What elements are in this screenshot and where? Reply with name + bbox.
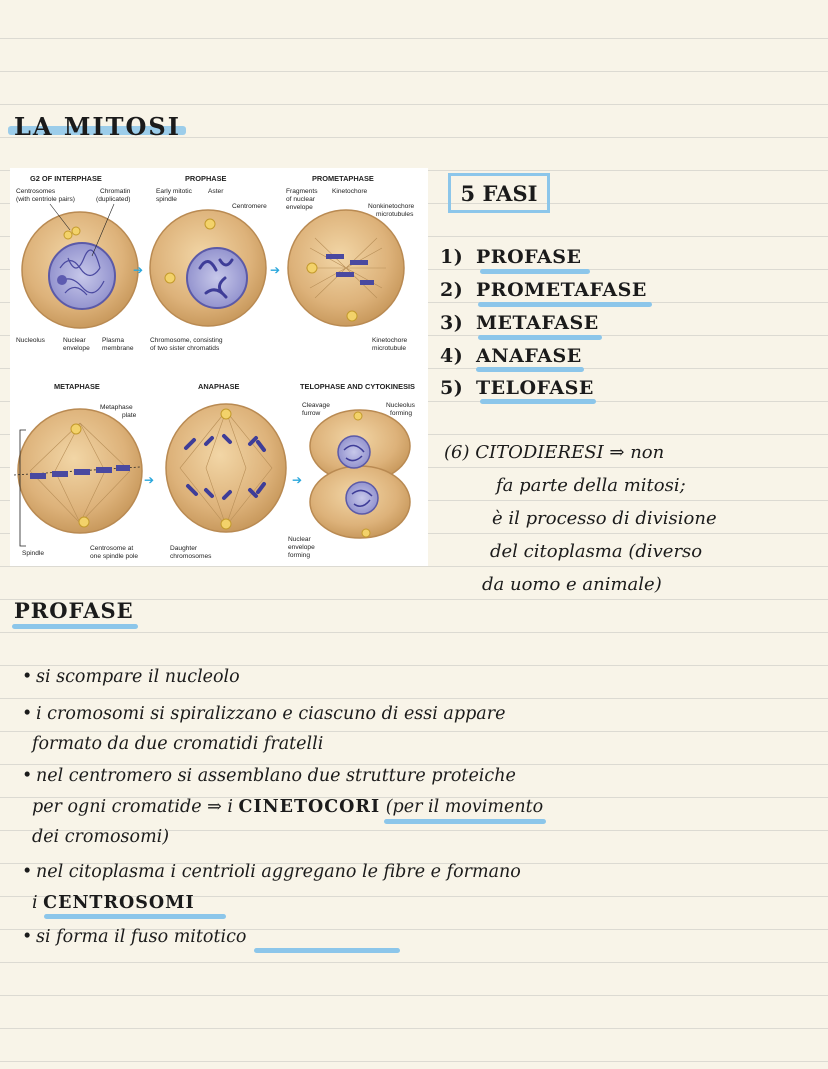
label-nuclear-envelope: Nuclear [63, 337, 86, 344]
fasi-box: 5 FASI [448, 173, 550, 213]
phase-num: 4) [440, 345, 464, 367]
note-3: • nel centromero si assemblano due strutture proteiche [22, 766, 516, 786]
keyword-cinetocori: CINETOCORI [238, 797, 381, 817]
label-chromatin-2: (duplicated) [96, 196, 131, 203]
note-3-cont [32, 797, 543, 817]
underline-highlight [480, 269, 590, 274]
label-kinetochore: Kinetochore [332, 188, 368, 195]
label-nuclear-forming: Nuclear [288, 536, 311, 543]
phase-name: TELOFASE [476, 377, 594, 399]
citodieresi-line-2: fa parte della mitosi; [496, 475, 686, 496]
label-fragments-3: envelope [286, 204, 313, 211]
underline-highlight [480, 399, 596, 404]
label-kinetochore-mt: Kinetochore [372, 337, 408, 344]
note-text: (per il movimento [380, 797, 544, 817]
phase-num: 1) [440, 246, 464, 268]
note-text: per ogni cromatide ⇒ i [32, 797, 239, 817]
label-nuclear-forming-2: envelope [288, 544, 315, 551]
note-text: si scompare il nucleolo [36, 667, 240, 687]
note-1: • si scompare il nucleolo [22, 667, 240, 687]
section-title-profase: PROFASE [14, 598, 134, 623]
label-cleavage-2: furrow [302, 410, 321, 417]
note-2-cont: formato da due cromatidi fratelli [32, 734, 324, 754]
phase-item-5 [440, 377, 594, 399]
note-text: si forma il [36, 927, 131, 947]
heading-telophase: TELOPHASE AND CYTOKINESIS [300, 382, 415, 391]
underline-highlight [478, 302, 652, 307]
keyword-fuso-mitotico: fuso mitotico [130, 927, 247, 947]
phase-item-4 [440, 345, 582, 367]
label-plasma: Plasma [102, 337, 124, 344]
label-fragments: Fragments [286, 188, 318, 195]
label-nucleolus-forming: Nucleolus [386, 402, 415, 409]
mitosis-figure [10, 168, 428, 566]
label-centrosome-pole-2: one spindle pole [90, 553, 139, 560]
label-chromosome: Chromosome, consisting [150, 337, 223, 344]
phase-num: 2) [440, 279, 464, 301]
label-chromosome-2: of two sister chromatids [150, 345, 220, 352]
label-plasma-2: membrane [102, 345, 134, 352]
label-kinetochore-mt-2: microtubule [372, 345, 407, 352]
note-text: i cromosomi si spiralizzano e ciascuno di essi appare [36, 704, 506, 724]
phase-num: 3) [440, 312, 464, 334]
label-nonkinetochore-2: microtubules [376, 211, 414, 218]
underline-highlight [254, 948, 400, 953]
label-metaphase-plate: Metaphase [100, 404, 133, 411]
phase-name: METAFASE [476, 312, 599, 334]
phase-name: PROFASE [476, 246, 582, 268]
label-centromere: Centromere [232, 203, 267, 210]
citodieresi-line-4: del citoplasma (diverso [490, 541, 703, 562]
label-daughter: Daughter [170, 545, 198, 552]
note-text: nel citoplasma i centrioli aggregano le fibre e formano [36, 862, 521, 882]
note-5: • si forma il fuso mitotico [22, 927, 247, 947]
label-centrosomes: Centrosomes [16, 188, 56, 195]
underline-highlight [12, 624, 138, 629]
phase-item-1 [440, 246, 581, 268]
label-early-spindle: Early mitotic [156, 188, 192, 195]
heading-metaphase: METAPHASE [54, 382, 100, 391]
label-fragments-2: of nuclear [286, 196, 315, 203]
label-metaphase-plate-2: plate [122, 412, 137, 419]
citodieresi-line-3: è il processo di divisione [492, 508, 717, 529]
page-title: LA MITOSI [14, 112, 181, 141]
arrow-icon: ➔ [270, 263, 281, 277]
cell-g2 [22, 212, 138, 328]
cell-anaphase [166, 404, 286, 532]
note-text: i [32, 893, 44, 913]
label-centrosome-pole: Centrosome at [90, 545, 134, 552]
cell-prometaphase [288, 210, 404, 326]
label-daughter-2: chromosomes [170, 553, 212, 560]
phase-item-3 [440, 312, 599, 334]
cell-metaphase [14, 409, 142, 546]
label-aster: Aster [208, 188, 224, 195]
phase-name: ANAFASE [476, 345, 582, 367]
note-3-cont-2: dei cromosomi) [32, 827, 170, 847]
label-nucleolus-forming-2: forming [390, 410, 412, 417]
label-nucleolus: Nucleolus [16, 337, 45, 344]
note-2: • i cromosomi si spiralizzano e ciascuno di essi appare [22, 704, 506, 724]
underline-highlight [478, 335, 602, 340]
cell-prophase [150, 210, 266, 326]
heading-prometaphase: PROMETAPHASE [312, 174, 374, 183]
keyword-centrosomi: CENTROSOMI [43, 893, 195, 913]
phase-num: 5) [440, 377, 464, 399]
heading-anaphase: ANAPHASE [198, 382, 240, 391]
citodieresi-line-5: da uomo e animale) [482, 574, 662, 595]
heading-g2: G2 OF INTERPHASE [30, 174, 102, 183]
label-nonkinetochore: Nonkinetochore [368, 203, 415, 210]
label-spindle: Spindle [22, 550, 44, 557]
note-text: nel centromero si assemblano due strutture proteiche [36, 766, 516, 786]
underline-highlight [44, 914, 226, 919]
cell-telophase [310, 410, 410, 538]
label-nuclear-envelope-2: envelope [63, 345, 90, 352]
arrow-icon: ➔ [133, 263, 144, 277]
label-chromatin: Chromatin [100, 188, 131, 195]
citodieresi-note [444, 436, 824, 601]
label-early-spindle-2: spindle [156, 196, 177, 203]
label-nuclear-forming-3: forming [288, 552, 310, 559]
note-4-cont [32, 893, 195, 913]
underline-highlight [384, 819, 546, 824]
mitosis-diagram [10, 168, 428, 566]
underline-highlight [476, 367, 584, 372]
arrow-icon: ➔ [292, 473, 303, 487]
arrow-icon: ➔ [144, 473, 155, 487]
heading-prophase: PROPHASE [185, 174, 227, 183]
label-cleavage: Cleavage [302, 402, 330, 409]
note-4: • nel citoplasma i centrioli aggregano le fibre e formano [22, 862, 521, 882]
phase-name: PROMETAFASE [476, 279, 647, 301]
label-centrosomes-2: (with centriole pairs) [16, 196, 75, 203]
phase-item-2 [440, 279, 647, 301]
citodieresi-line-1: (6) CITODIERESI ⇒ non [444, 442, 665, 463]
